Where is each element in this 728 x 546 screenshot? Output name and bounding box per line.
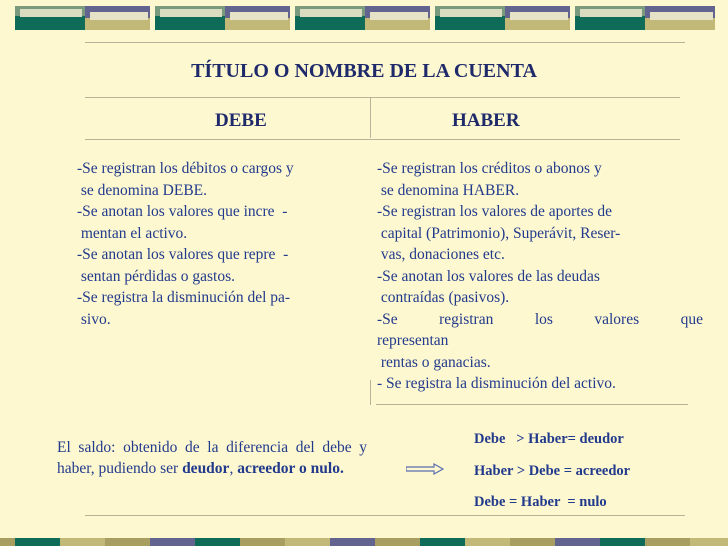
haber-line: vas, donaciones etc. <box>377 246 505 263</box>
band-block <box>650 12 713 20</box>
saldo-sep: , <box>229 460 238 477</box>
haber-line: -Se registran los créditos o abonos y <box>377 160 602 177</box>
band-block <box>465 538 510 546</box>
band-block <box>230 12 288 20</box>
haber-line: -Se anotan los valores de las deudas <box>377 267 600 285</box>
band-block <box>510 12 568 20</box>
debe-line: sivo. <box>77 310 111 328</box>
rule-line: Debe = Haber = nulo <box>474 494 607 510</box>
band-block <box>330 538 375 546</box>
debe-line: -Se registra la disminución del pa- <box>77 289 291 306</box>
word: registran <box>439 310 494 328</box>
band-block <box>300 9 362 17</box>
band-block <box>440 9 502 17</box>
band-block <box>295 16 365 30</box>
band-block <box>690 538 728 546</box>
debe-column <box>77 158 367 330</box>
debe-line: sentan pérdidas o gastos. <box>77 267 235 285</box>
band-block <box>370 12 428 20</box>
band-block <box>285 538 330 546</box>
band-block <box>600 538 645 546</box>
word: valores <box>594 310 640 328</box>
haber-line: se denomina HABER. <box>377 181 520 199</box>
haber-column <box>377 158 703 395</box>
band-block <box>575 16 645 30</box>
bottom-column-divider <box>370 380 371 405</box>
debe-header: DEBE <box>215 110 267 131</box>
band-block <box>160 9 222 17</box>
band-block <box>15 16 85 30</box>
band-block <box>195 538 240 546</box>
band-block <box>420 538 465 546</box>
debe-line: -Se anotan los valores que incre - <box>77 203 288 220</box>
band-block <box>580 9 642 17</box>
haber-header: HABER <box>452 110 520 131</box>
haber-line: contraídas (pasivos). <box>377 289 510 306</box>
saldo-bold-rest: acreedor o nulo. <box>237 460 344 477</box>
debe-line: se denomina DEBE. <box>77 181 208 199</box>
top-rule <box>85 42 685 43</box>
haber-line: representan <box>377 332 449 349</box>
band-block <box>150 538 195 546</box>
debe-line: -Se registran los débitos o cargos y <box>77 160 294 177</box>
rule-line: Haber > Debe = acreedor <box>474 463 631 479</box>
band-block <box>435 16 505 30</box>
band-block <box>15 538 60 546</box>
band-block <box>60 538 105 546</box>
bottom-rule <box>85 515 685 516</box>
saldo-text: El saldo: obtenido de la diferencia del debe y haber, pudiendo ser <box>57 439 367 477</box>
band-block <box>20 9 82 17</box>
haber-justified-line <box>377 309 703 331</box>
haber-line: -Se registran los valores de aportes de <box>377 203 613 220</box>
haber-line: rentas o ganacias. <box>377 353 491 371</box>
saldo-bold-deudor: deudor <box>182 460 230 477</box>
column-divider <box>370 98 371 138</box>
page-title: TÍTULO O NOMBRE DE LA CUENTA <box>191 60 537 82</box>
band-block <box>555 538 600 546</box>
word: que <box>680 310 703 328</box>
arrow-icon <box>406 463 444 475</box>
debe-line: -Se anotan los valores que repre - <box>77 246 289 263</box>
word: los <box>534 310 553 328</box>
debe-line: mentan el activo. <box>77 224 188 242</box>
word: -Se <box>377 310 398 328</box>
header-rule <box>85 139 680 140</box>
haber-line: - Se registra la disminución del activo. <box>377 375 616 392</box>
saldo-paragraph <box>57 437 367 479</box>
band-block <box>90 12 148 20</box>
bottom-column-rule <box>376 404 688 405</box>
rule-line: Debe > Haber= deudor <box>474 431 624 447</box>
band-block <box>155 16 225 30</box>
haber-line: capital (Patrimonio), Superávit, Reser- <box>377 224 621 242</box>
title-rule <box>85 97 680 98</box>
